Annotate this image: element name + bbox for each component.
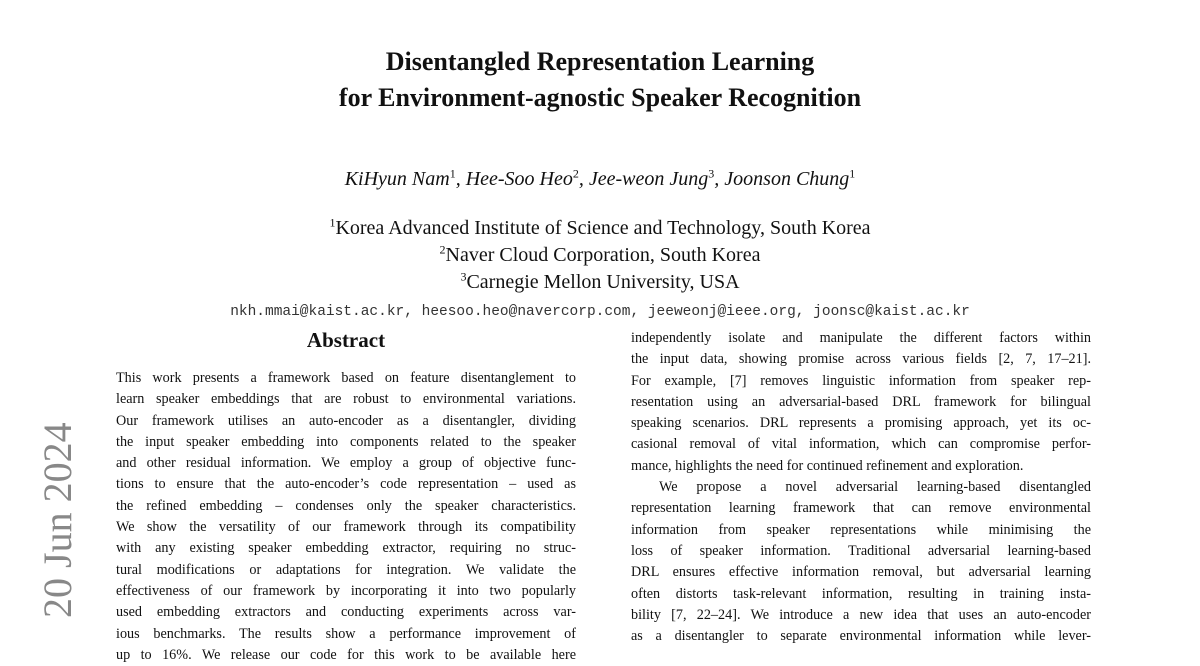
affiliation-text: Carnegie Mellon University, USA (466, 271, 740, 293)
text-line: representation learning framework that can remove environmental (631, 500, 1091, 517)
author-name: KiHyun Nam (344, 168, 450, 190)
affiliation-text: Korea Advanced Institute of Science and Technology, South Korea (335, 217, 871, 239)
text-line: DRL ensures effective information removal, but adversarial learning (631, 564, 1091, 581)
text-line: the input data, showing promise across various fields [2, 7, 17–21]. (631, 351, 1091, 368)
text-line: independently isolate and manipulate the different factors within (631, 330, 1091, 346)
affiliation-line (0, 215, 1200, 242)
text-line: information from speaker representations while minimising the (631, 521, 1091, 538)
side-date-text: 20 Jun 2024 (35, 422, 80, 618)
text-line: the refined embedding – condenses only the speaker characteristics. (116, 497, 576, 514)
affiliation-line (0, 242, 1200, 269)
text-line: We show the versatility of our framework through its compatibility (116, 519, 576, 536)
arxiv-side-date (30, 422, 80, 628)
title-line-1: Disentangled Representation Learning (385, 47, 815, 76)
author-affiliation-mark: 1 (849, 166, 856, 181)
text-line: For example, [7] removes linguistic information from speaker rep- (631, 372, 1091, 389)
affiliation-number: 3 (460, 269, 467, 284)
text-line: tions to ensure that the auto-encoder’s code representation – used as (116, 476, 576, 493)
text-line: the input speaker embedding into components related to the speaker (116, 433, 576, 450)
affiliation-number: 2 (439, 242, 446, 257)
text-line: ious benchmarks. The results show a performance improvement of (116, 625, 576, 642)
author-name: Joonson Chung (724, 168, 850, 190)
text-line: resentation using an adversarial-based DRL framework for bilingual (631, 393, 1091, 410)
title-line-2: for Environment-agnostic Speaker Recognition (338, 83, 862, 112)
text-line: learn speaker embeddings that are robust to environmental variations. (116, 391, 576, 408)
paper-title (0, 44, 1200, 116)
affiliation-number: 1 (329, 215, 336, 230)
text-line: up to 16%. We release our code for this work to be available here (116, 646, 576, 663)
text-line: effectiveness of our framework by incorporating it into two popularly (116, 582, 576, 599)
affiliation-text: Naver Cloud Corporation, South Korea (445, 244, 761, 266)
text-line: This work presents a framework based on feature disentanglement to (116, 370, 576, 386)
text-line: and other residual information. We employ a group of objective func- (116, 455, 576, 472)
affiliations (0, 215, 1200, 296)
author-affiliation-mark: 1 (449, 166, 456, 181)
text-line: as a disentangler to separate environmental information while lever- (631, 628, 1091, 645)
text-line: tural modifications or adaptations for integration. We validate the (116, 561, 576, 578)
introduction-body (631, 328, 1091, 647)
author-emails: nkh.mmai@kaist.ac.kr, heesoo.heo@navercorp.com, jeeweonj@ieee.org, joonsc@kaist.ac.kr (230, 304, 970, 320)
author-list: KiHyun Nam$^1$, Hee-Soo Heo$^2$, Jee-weon Jung$^3$, Joonson Chung$^1$ (344, 166, 856, 190)
paragraph-start-line: We propose a novel adversarial learning-based disentangled (659, 479, 1091, 496)
text-line: with any existing speaker embedding extractor, requiring no struc- (116, 540, 576, 557)
text-line: speaking scenarios. DRL represents a promising approach, yet its oc- (631, 415, 1091, 432)
author-name: Jee-weon Jung (588, 168, 709, 190)
author-affiliation-mark: 3 (708, 166, 715, 181)
abstract-heading: Abstract (306, 328, 386, 352)
text-line: bility [7, 22–24]. We introduce a new idea that uses an auto-encoder (631, 606, 1091, 623)
text-line: mance, highlights the need for continued refinement and exploration. (631, 457, 1024, 474)
text-line: used embedding extractors and conducting experiments across var- (116, 604, 576, 621)
text-line: loss of speaker information. Traditional adversarial learning-based (631, 542, 1091, 559)
text-line: often distorts task-relevant information, resulting in training insta- (631, 585, 1091, 602)
affiliation-line (0, 269, 1200, 296)
author-name: Hee-Soo Heo (465, 168, 573, 190)
author-affiliation-mark: 2 (572, 166, 579, 181)
abstract-body (116, 368, 576, 666)
text-line: Our framework utilises an auto-encoder as a disentangler, dividing (116, 412, 576, 429)
text-line: casional removal of vital information, which can compromise perfor- (631, 436, 1091, 453)
